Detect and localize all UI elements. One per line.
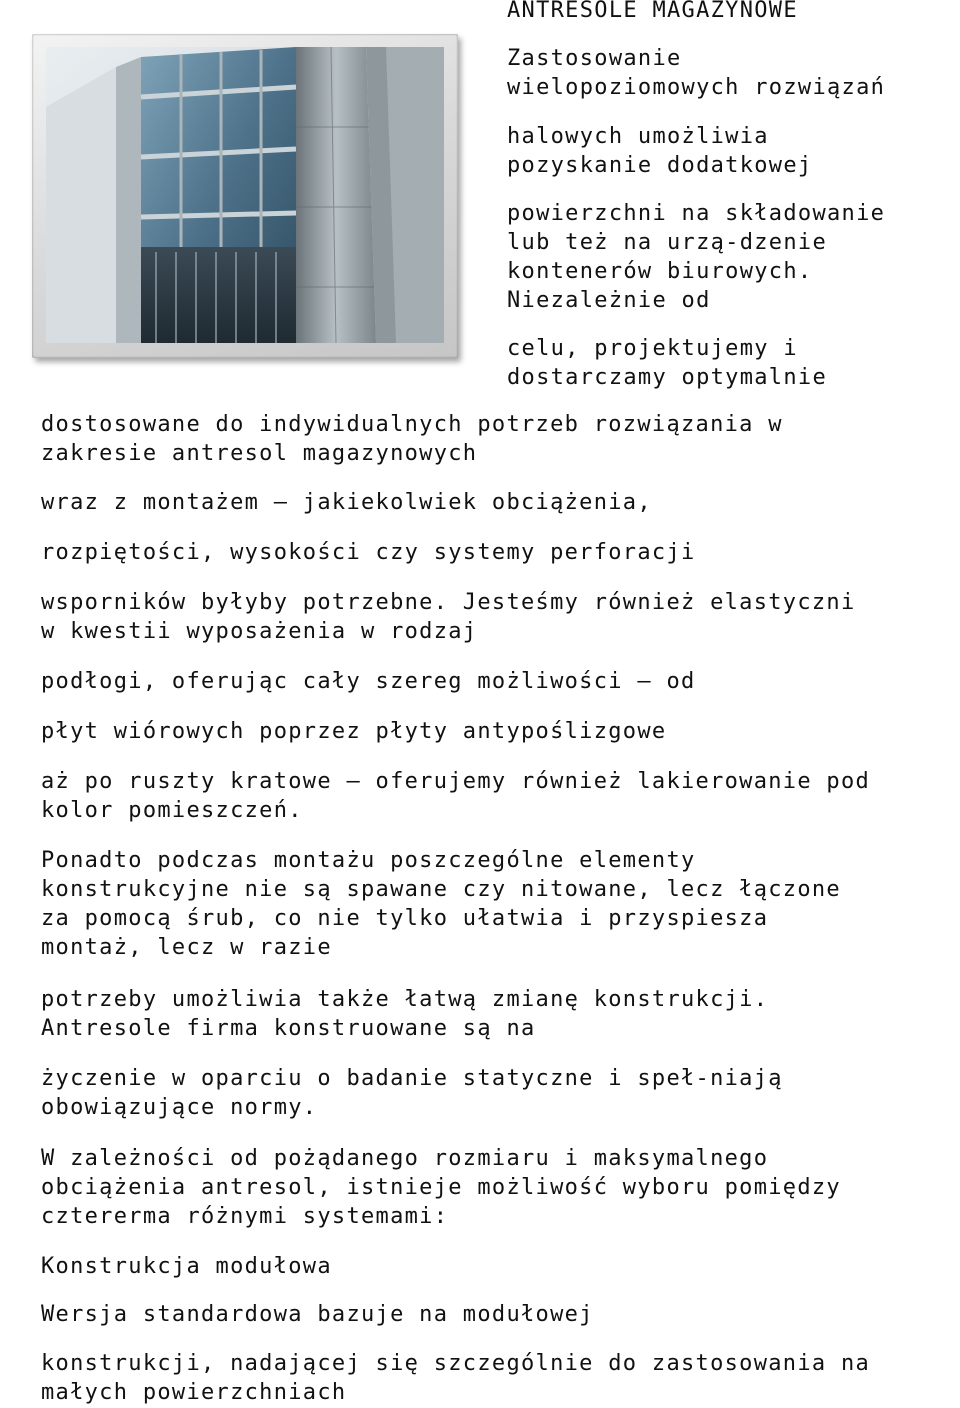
paragraph-16: Konstrukcja modułowa	[41, 1254, 332, 1279]
page-title: ANTRESOLE MAGAZYNOWE	[507, 0, 798, 23]
paragraph-3: powierzchni na składowanie lub też na urzą-dzenie kontenerów biurowych. Niezależnie od	[507, 201, 886, 313]
paragraph-5: dostosowane do indywidualnych potrzeb rozwiązania w zakresie antresol magazynowych	[41, 412, 783, 466]
paragraph-10: płyt wiórowych poprzez płyty antypoślizgowe	[41, 719, 667, 744]
paragraph-2: halowych umożliwia pozyskanie dodatkowej	[507, 124, 813, 178]
paragraph-12: Ponadto podczas montażu poszczególne elementy konstrukcyjne nie są spawane czy nitowane, lecz łączone za pomocą śrub, co nie tylko ułatwia i przyspiesza montaż, lecz w razie	[41, 848, 841, 960]
building-photo	[46, 47, 444, 343]
building-photo-frame	[32, 34, 458, 358]
paragraph-4: celu, projektujemy i dostarczamy optymalnie	[507, 336, 827, 390]
paragraph-13: potrzeby umożliwia także łatwą zmianę konstrukcji. Antresole firma konstruowane są na	[41, 987, 769, 1041]
paragraph-17: Wersja standardowa bazuje na modułowej	[41, 1302, 594, 1327]
paragraph-7: rozpiętości, wysokości czy systemy perforacji	[41, 540, 696, 565]
paragraph-6: wraz z montażem – jakiekolwiek obciążenia,	[41, 490, 652, 515]
paragraph-9: podłogi, oferując cały szereg możliwości – od	[41, 669, 696, 694]
paragraph-11: aż po ruszty kratowe – oferujemy również lakierowanie pod kolor pomieszczeń.	[41, 769, 871, 823]
paragraph-1: Zastosowanie wielopoziomowych rozwiązań	[507, 46, 886, 100]
paragraph-14: życzenie w oparciu o badanie statyczne i speł-niają obowiązujące normy.	[41, 1066, 783, 1120]
paragraph-8: wsporników byłyby potrzebne. Jesteśmy również elastyczni w kwestii wyposażenia w rodzaj	[41, 590, 856, 644]
paragraph-18: konstrukcji, nadającej się szczególnie do zastosowania na małych powierzchniach	[41, 1351, 871, 1405]
paragraph-15: W zależności od pożądanego rozmiaru i maksymalnego obciążenia antresol, istnieje możliwość wyboru pomiędzy cztererma różnymi systemami:	[41, 1146, 841, 1229]
